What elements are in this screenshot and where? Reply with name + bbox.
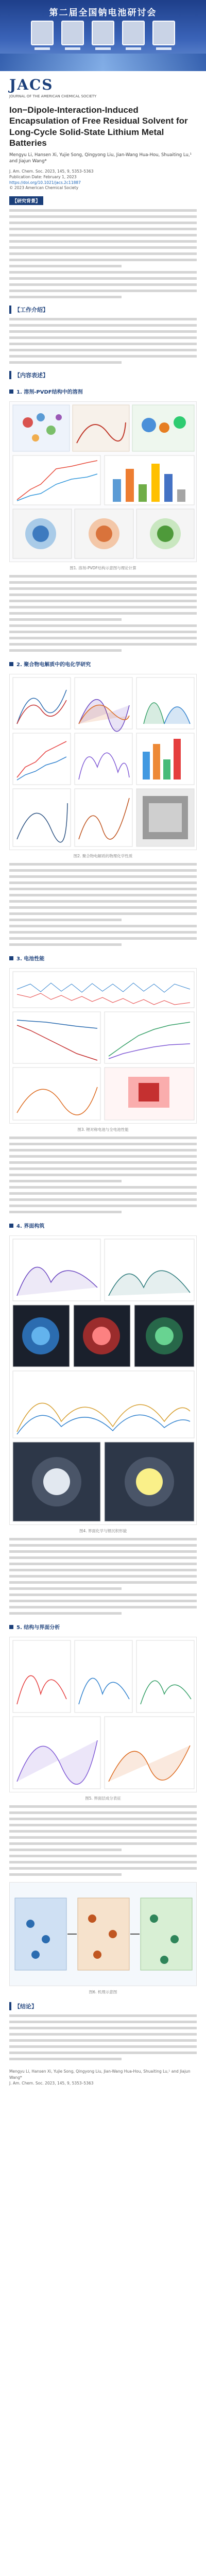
doi-link[interactable]: https://doi.org/10.1021/jacs.2c11887 [9,180,81,185]
figure-6-graphic [10,1883,197,1986]
fig1-text [9,575,197,652]
speaker-photo [152,21,175,50]
fig3-text [9,1137,197,1213]
figure-6-caption: 图6. 机理示意图 [89,1990,117,1995]
highlights-text [9,318,197,364]
figure-1-graphic [10,402,197,562]
copyright: © 2023 American Chemical Society [9,185,79,191]
figure-2[interactable] [9,674,197,850]
summary-text [9,2014,197,2060]
figure-4-caption: 图4. 界面化学与锂沉积形貌 [79,1529,127,1534]
figure-5[interactable] [9,1637,197,1792]
intro-tag: 【研究背景】 [9,196,43,205]
speaker-photo [122,21,145,50]
section-heading: 3. 电池性能 [9,954,197,962]
figure-4[interactable] [9,1235,197,1525]
figure-2-graphic [10,674,197,850]
speaker-photo [31,21,54,50]
section-heading: 1. 溶剂-PVDF结构中的溶剂 [9,387,197,395]
paper-title: Ion−Dipole-Interaction-Induced Encapsulation of Free Residual Solvent for Long-Cycle Solid-State Lithium Metal Batteries [9,105,188,148]
figure-5-caption: 图5. 界面层成分表征 [85,1796,121,1801]
speaker-photo [92,21,114,50]
summary-tag: 【结论】 [9,2002,197,2010]
journal-header [0,71,206,98]
fig2-text [9,863,197,946]
conference-banner[interactable] [0,0,206,71]
figure-6[interactable] [9,1882,197,1986]
reference-journal: J. Am. Chem. Soc. 2023, 145, 9, 5353–5363 [9,2080,94,2086]
fig4-text [9,1538,197,1615]
section-heading: 5. 结构与界面分析 [9,1623,197,1631]
citation: J. Am. Chem. Soc. 2023, 145, 9, 5353–5363 [9,168,94,174]
figure-1[interactable] [9,401,197,562]
banner-decoration [0,54,206,71]
paper-meta [9,169,197,192]
reference-footer [9,2069,197,2086]
journal-subtitle: JOURNAL OF THE AMERICAN CHEMICAL SOCIETY [9,94,97,98]
content-tag: 【内容表述】 [9,371,197,379]
speaker-photo [61,21,84,50]
fig5-text [9,1805,197,1876]
figure-1-caption: 图1. 溶剂-PVDF结构示意图与理论计算 [70,566,136,571]
figure-3-caption: 图3. 锂对称电池与全电池性能 [77,1127,129,1132]
section-heading: 2. 聚合物电解质中的电化学研究 [9,660,197,668]
figure-3[interactable] [9,968,197,1124]
reference-authors: Mengyu Li, Hansen Xi, Yujie Song, Qingyong Liu, Jian-Wang Hua-Hou, Shuaiting Lu,¹ and Jiajun Wang* [9,2069,191,2080]
intro-text [9,209,197,298]
banner-title: 第二届全国钠电池研讨会 [49,8,157,18]
figure-4-graphic [10,1236,197,1524]
journal-logo: JACS [9,76,54,93]
highlights-tag: 【工作介绍】 [9,306,197,314]
figure-3-graphic [10,969,197,1123]
publication-date: Publication Date: February 1, 2023 [9,174,77,179]
section-heading: 4. 界面构筑 [9,1222,197,1229]
paper-authors: Mengyu Li, Hansen Xi, Yujie Song, Qingyong Liu, Jian-Wang Hua-Hou, Shuaiting Lu,¹ and Jiajun Wang* [9,152,192,164]
speaker-photos [31,21,175,50]
figure-2-caption: 图2. 聚合物电解质的物理化学性质 [73,854,133,859]
figure-5-graphic [10,1637,197,1792]
